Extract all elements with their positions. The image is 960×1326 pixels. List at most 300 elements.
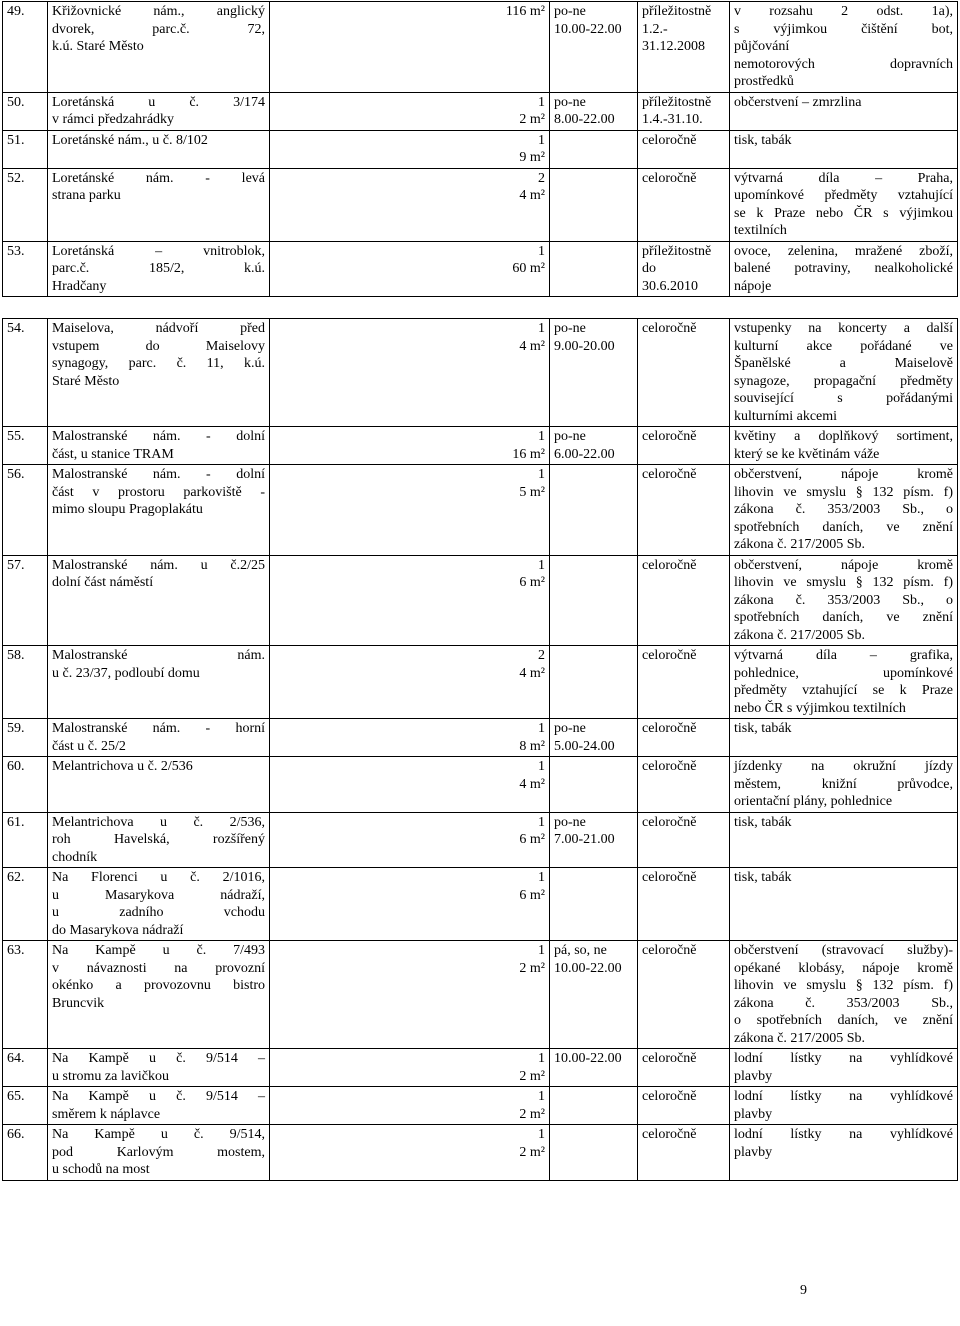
- goods-cell-line: zákona č. 353/2003 Sb.,: [734, 995, 953, 1011]
- stand-count-area-cell-line: 1: [538, 94, 545, 110]
- row-number: 54.: [3, 319, 48, 427]
- stand-count-area-cell: [270, 1049, 550, 1087]
- goods-cell-line: plavby: [734, 1106, 773, 1122]
- stand-count-area-cell-line: 1: [538, 132, 545, 148]
- location-cell-line: u Masarykova nádraží,: [52, 887, 265, 903]
- location-cell: [48, 241, 270, 297]
- location-cell-line: Staré Město: [52, 373, 120, 389]
- opening-hours-cell: [550, 757, 638, 813]
- goods-cell: [730, 1125, 958, 1181]
- location-cell-line: část v prostoru parkoviště -: [52, 484, 265, 500]
- opening-hours-cell-line: 10.00-22.00: [554, 1051, 622, 1066]
- location-cell-line: vstupem do Maiselovy: [52, 338, 265, 354]
- period-cell-line: příležitostně: [642, 243, 712, 259]
- opening-hours-cell: [550, 465, 638, 556]
- period-cell: [638, 92, 730, 130]
- opening-hours-cell: [550, 92, 638, 130]
- location-cell-line: mimo sloupu Pragoplakátu: [52, 502, 203, 517]
- location-cell-line: roh Havelská, rozšířený: [52, 832, 265, 847]
- goods-cell-line: nemotorových dopravních: [734, 56, 953, 72]
- period-cell-line: příležitostně: [642, 94, 712, 110]
- goods-cell: [730, 2, 958, 93]
- stand-count-area-cell-line: 2: [538, 170, 545, 186]
- goods-cell-line: spotřebních daních, ve znění: [734, 519, 953, 535]
- row-number: 50.: [3, 92, 48, 130]
- goods-cell-line: se k Praze nebo ČR s výjimkou: [734, 205, 953, 221]
- goods-cell: [730, 92, 958, 130]
- opening-hours-cell: [550, 241, 638, 297]
- location-cell-line: u schodů na most: [52, 1162, 150, 1177]
- period-cell: [638, 868, 730, 941]
- table-row: [3, 757, 958, 813]
- goods-cell-line: o spotřebních daních, ve znění: [734, 1013, 953, 1028]
- period-cell: [638, 465, 730, 556]
- table-body: [3, 2, 958, 297]
- goods-cell-line: plavby: [734, 1144, 773, 1160]
- stand-count-area-cell-line: 4 m²: [519, 338, 545, 354]
- table-row: [3, 427, 958, 465]
- location-cell-line: strana parku: [52, 188, 121, 203]
- location-cell: [48, 555, 270, 646]
- opening-hours-cell: [550, 868, 638, 941]
- goods-cell: [730, 812, 958, 868]
- stand-count-area-cell-line: 4 m²: [519, 776, 545, 792]
- opening-hours-cell: [550, 555, 638, 646]
- goods-cell-line: nápoje: [734, 278, 772, 294]
- period-cell: [638, 812, 730, 868]
- goods-cell: [730, 1049, 958, 1087]
- location-cell: [48, 719, 270, 757]
- location-cell: [48, 319, 270, 427]
- location-cell: [48, 1125, 270, 1181]
- stand-count-area-cell: [270, 130, 550, 168]
- period-cell-line: celoročně: [642, 321, 697, 336]
- opening-hours-cell-line: po-ne: [554, 814, 586, 830]
- period-cell: [638, 555, 730, 646]
- row-number: 63.: [3, 941, 48, 1049]
- period-cell-line: celoročně: [642, 648, 697, 663]
- goods-cell: [730, 241, 958, 297]
- goods-cell-line: textilních: [734, 223, 787, 238]
- opening-hours-cell-line: 8.00-22.00: [554, 112, 615, 127]
- goods-cell-line: zákona č. 217/2005 Sb.: [734, 627, 866, 643]
- goods-cell-line: opékané klobásy, nápoje kromě: [734, 960, 953, 976]
- opening-hours-cell: [550, 1087, 638, 1125]
- period-cell: [638, 757, 730, 813]
- row-number: 56.: [3, 465, 48, 556]
- goods-cell-line: zákona č. 217/2005 Sb.: [734, 1030, 866, 1046]
- stands-table-main: [2, 318, 958, 1181]
- table-row: [3, 555, 958, 646]
- opening-hours-cell-line: pá, so, ne: [554, 943, 607, 958]
- goods-cell-line: vstupenky na koncerty a další: [734, 321, 953, 336]
- period-cell: [638, 319, 730, 427]
- period-cell-line: celoročně: [642, 429, 697, 444]
- stand-count-area-cell: [270, 1087, 550, 1125]
- goods-cell-line: občerstvení – zmrzlina: [734, 94, 862, 110]
- table-row: [3, 646, 958, 719]
- location-cell-line: parc.č. 185/2, k.ú.: [52, 261, 265, 276]
- row-number: 51.: [3, 130, 48, 168]
- period-cell: [638, 168, 730, 241]
- stands-table-top: [2, 1, 958, 297]
- opening-hours-cell: [550, 319, 638, 427]
- location-cell-line: Na Kampě u č. 9/514 –: [52, 1051, 265, 1066]
- location-cell-line: část u č. 25/2: [52, 738, 126, 754]
- period-cell-line: do: [642, 261, 656, 276]
- location-cell-line: Malostranské nám. - dolní: [52, 429, 265, 444]
- goods-cell-line: lihovin ve smyslu § 132 písm. f): [734, 484, 953, 500]
- location-cell: [48, 1049, 270, 1087]
- stand-count-area-cell-line: 8 m²: [519, 738, 545, 754]
- period-cell-line: 30.6.2010: [642, 278, 698, 294]
- row-number: 59.: [3, 719, 48, 757]
- goods-cell-line: nebo ČR s výjimkou textilních: [734, 700, 906, 716]
- goods-cell: [730, 1087, 958, 1125]
- goods-cell-line: tisk, tabák: [734, 814, 792, 830]
- table-row: [3, 941, 958, 1049]
- period-cell: [638, 719, 730, 757]
- stand-count-area-cell: [270, 168, 550, 241]
- location-cell-line: synagogy, parc. č. 11, k.ú.: [52, 356, 265, 371]
- location-cell: [48, 757, 270, 813]
- opening-hours-cell: [550, 646, 638, 719]
- opening-hours-cell-line: 9.00-20.00: [554, 338, 615, 354]
- goods-cell-line: občerstvení, nápoje kromě: [734, 467, 953, 482]
- goods-cell-line: předměty vztahující se k Praze: [734, 683, 953, 698]
- stand-count-area-cell-line: 2 m²: [519, 112, 545, 127]
- opening-hours-cell-line: po-ne: [554, 94, 586, 110]
- goods-cell-line: balené potraviny, nealkoholické: [734, 261, 953, 276]
- location-cell-line: okénko a provozovnu bistro: [52, 978, 265, 993]
- opening-hours-cell: [550, 941, 638, 1049]
- goods-cell-line: tisk, tabák: [734, 870, 792, 885]
- period-cell: [638, 1049, 730, 1087]
- goods-cell-line: Španělské a Maiselově: [734, 356, 953, 371]
- location-cell-line: Loretánské nám., u č. 8/102: [52, 132, 208, 148]
- period-cell: [638, 941, 730, 1049]
- goods-cell-line: zákona č. 217/2005 Sb.: [734, 537, 866, 552]
- opening-hours-cell-line: 6.00-22.00: [554, 446, 615, 462]
- opening-hours-cell: [550, 1049, 638, 1087]
- goods-cell-line: půjčování: [734, 39, 790, 54]
- table-row: [3, 241, 958, 297]
- goods-cell-line: tisk, tabák: [734, 132, 792, 148]
- table-row: [3, 719, 958, 757]
- period-cell-line: celoročně: [642, 943, 697, 958]
- stand-count-area-cell-line: 6 m²: [519, 887, 545, 903]
- opening-hours-cell-line: 5.00-24.00: [554, 738, 615, 754]
- location-cell: [48, 1087, 270, 1125]
- goods-cell-line: tisk, tabák: [734, 721, 792, 736]
- location-cell-line: do Masarykova nádraží: [52, 922, 184, 938]
- row-number: 66.: [3, 1125, 48, 1181]
- goods-cell-line: spotřebních daních, ve znění: [734, 610, 953, 625]
- goods-cell-line: zákona č. 353/2003 Sb., o: [734, 502, 953, 517]
- goods-cell-line: květiny a doplňkový sortiment,: [734, 429, 953, 444]
- stand-count-area-cell-line: 2: [538, 648, 545, 663]
- location-cell: [48, 465, 270, 556]
- goods-cell-line: s výjimkou čištění bot,: [734, 21, 953, 37]
- period-cell-line: 1.2.-: [642, 21, 668, 37]
- stand-count-area-cell: [270, 427, 550, 465]
- opening-hours-cell-line: 10.00-22.00: [554, 21, 622, 37]
- opening-hours-cell: [550, 1125, 638, 1181]
- period-cell: [638, 1125, 730, 1181]
- location-cell-line: Loretánská – vnitroblok,: [52, 243, 265, 259]
- stand-count-area-cell: [270, 941, 550, 1049]
- location-cell-line: v návaznosti na provozní: [52, 960, 265, 976]
- stand-count-area-cell-line: 6 m²: [519, 832, 545, 847]
- row-number: 53.: [3, 241, 48, 297]
- location-cell-line: Maiselova, nádvoří před: [52, 321, 265, 336]
- opening-hours-cell-line: po-ne: [554, 321, 586, 336]
- goods-cell-line: výtvarná díla – Praha,: [734, 170, 953, 186]
- goods-cell: [730, 941, 958, 1049]
- table-row: [3, 168, 958, 241]
- stand-count-area-cell-line: 1: [538, 721, 545, 736]
- goods-cell: [730, 868, 958, 941]
- location-cell-line: u č. 23/37, podloubí domu: [52, 665, 200, 681]
- goods-cell-line: městem, knižní průvodce,: [734, 776, 953, 792]
- page-number: 9: [800, 1283, 807, 1298]
- location-cell-line: Melantrichova u č. 2/536,: [52, 814, 265, 830]
- stand-count-area-cell-line: 4 m²: [519, 665, 545, 681]
- location-cell-line: dolní část náměstí: [52, 575, 154, 590]
- goods-cell: [730, 130, 958, 168]
- location-cell: [48, 941, 270, 1049]
- stand-count-area-cell: [270, 555, 550, 646]
- stand-count-area-cell: [270, 646, 550, 719]
- row-number: 57.: [3, 555, 48, 646]
- location-cell-line: Loretánská u č. 3/174: [52, 94, 265, 110]
- stand-count-area-cell-line: 2 m²: [519, 1106, 545, 1122]
- row-number: 49.: [3, 2, 48, 93]
- period-cell-line: celoročně: [642, 814, 697, 830]
- stand-count-area-cell-line: 1: [538, 467, 545, 482]
- goods-cell-line: zákona č. 353/2003 Sb., o: [734, 592, 953, 608]
- stand-count-area-cell: [270, 241, 550, 297]
- goods-cell: [730, 427, 958, 465]
- period-cell: [638, 427, 730, 465]
- period-cell-line: příležitostně: [642, 4, 712, 19]
- goods-cell-line: kulturními akcemi: [734, 408, 838, 424]
- stand-count-area-cell-line: 16 m²: [512, 446, 545, 462]
- stand-count-area-cell: [270, 719, 550, 757]
- row-number: 55.: [3, 427, 48, 465]
- opening-hours-cell-line: po-ne: [554, 4, 586, 19]
- stand-count-area-cell: [270, 319, 550, 427]
- opening-hours-cell: [550, 812, 638, 868]
- table-row: [3, 812, 958, 868]
- row-number: 58.: [3, 646, 48, 719]
- period-cell-line: celoročně: [642, 870, 697, 885]
- goods-cell-line: synagoze, propagační předměty: [734, 373, 953, 389]
- location-cell: [48, 130, 270, 168]
- stand-count-area-cell-line: 1: [538, 870, 545, 885]
- location-cell-line: Bruncvik: [52, 995, 105, 1011]
- stand-count-area-cell-line: 4 m²: [519, 188, 545, 203]
- period-cell-line: 31.12.2008: [642, 39, 705, 54]
- goods-cell-line: lodní lístky na vyhlídkové: [734, 1089, 953, 1104]
- goods-cell-line: ovoce, zelenina, mražené zboží,: [734, 243, 953, 259]
- period-cell-line: celoročně: [642, 170, 697, 186]
- location-cell: [48, 812, 270, 868]
- location-cell-line: Loretánské nám. - levá: [52, 170, 265, 186]
- stand-count-area-cell-line: 1: [538, 943, 545, 958]
- stand-count-area-cell-line: 1: [538, 1089, 545, 1104]
- location-cell-line: Malostranské nám. - dolní: [52, 467, 265, 482]
- period-cell-line: celoročně: [642, 721, 697, 736]
- stand-count-area-cell: [270, 465, 550, 556]
- stand-count-area-cell-line: 5 m²: [519, 484, 545, 500]
- stand-count-area-cell-line: 1: [538, 321, 545, 336]
- stand-count-area-cell-line: 2 m²: [519, 1068, 545, 1084]
- period-cell-line: celoročně: [642, 1089, 697, 1104]
- goods-cell-line: orientační plány, pohlednice: [734, 794, 893, 809]
- table-row: [3, 130, 958, 168]
- opening-hours-cell-line: po-ne: [554, 429, 586, 444]
- stand-count-area-cell: [270, 812, 550, 868]
- goods-cell-line: pohlednice, upomínkové: [734, 665, 953, 681]
- goods-cell: [730, 168, 958, 241]
- goods-cell-line: kulturní akce pořádané ve: [734, 338, 953, 354]
- goods-cell: [730, 646, 958, 719]
- goods-cell-line: lodní lístky na vyhlídkové: [734, 1127, 953, 1142]
- location-cell-line: Hradčany: [52, 278, 107, 294]
- location-cell-line: část, u stanice TRAM: [52, 446, 174, 462]
- location-cell: [48, 427, 270, 465]
- stand-count-area-cell-line: 2 m²: [519, 960, 545, 976]
- location-cell-line: u stromu za lavičkou: [52, 1068, 170, 1084]
- location-cell: [48, 2, 270, 93]
- period-cell-line: 1.4.-31.10.: [642, 112, 703, 127]
- opening-hours-cell-line: 7.00-21.00: [554, 832, 615, 847]
- table-row: [3, 1049, 958, 1087]
- row-number: 61.: [3, 812, 48, 868]
- location-cell-line: směrem k náplavce: [52, 1106, 161, 1122]
- goods-cell: [730, 555, 958, 646]
- goods-cell-line: upomínkové předměty vztahující: [734, 188, 953, 203]
- location-cell-line: Melantrichova u č. 2/536: [52, 759, 193, 774]
- stand-count-area-cell: [270, 757, 550, 813]
- period-cell-line: celoročně: [642, 759, 697, 774]
- opening-hours-cell-line: 10.00-22.00: [554, 960, 622, 976]
- location-cell-line: dvorek, parc.č. 72,: [52, 21, 265, 37]
- location-cell: [48, 92, 270, 130]
- goods-cell-line: jízdenky na okružní jízdy: [734, 759, 953, 774]
- row-number: 62.: [3, 868, 48, 941]
- table-body: [3, 319, 958, 1181]
- location-cell-line: v rámci předzahrádky: [52, 112, 175, 127]
- location-cell-line: Malostranské nám.: [52, 648, 265, 663]
- stand-count-area-cell-line: 1: [538, 1051, 545, 1066]
- goods-cell-line: občerstvení (stravovací služby)-: [734, 943, 953, 958]
- location-cell-line: Malostranské nám. u č.2/25: [52, 557, 265, 573]
- location-cell-line: Na Kampě u č. 9/514,: [52, 1127, 265, 1142]
- location-cell-line: Křižovnické nám., anglický: [52, 4, 265, 19]
- table-row: [3, 92, 958, 130]
- goods-cell-line: prostředků: [734, 74, 794, 89]
- goods-cell: [730, 465, 958, 556]
- row-number: 60.: [3, 757, 48, 813]
- period-cell-line: celoročně: [642, 557, 697, 573]
- stand-count-area-cell: [270, 92, 550, 130]
- goods-cell-line: který se ke květinám váže: [734, 446, 880, 462]
- location-cell-line: pod Karlovým mostem,: [52, 1144, 265, 1160]
- stand-count-area-cell-line: 116 m²: [505, 4, 545, 19]
- opening-hours-cell-line: po-ne: [554, 721, 586, 736]
- stand-count-area-cell: [270, 868, 550, 941]
- goods-cell-line: občerstvení, nápoje kromě: [734, 557, 953, 573]
- period-cell: [638, 2, 730, 93]
- period-cell: [638, 1087, 730, 1125]
- goods-cell: [730, 719, 958, 757]
- stand-count-area-cell-line: 1: [538, 814, 545, 830]
- period-cell: [638, 130, 730, 168]
- goods-cell: [730, 319, 958, 427]
- period-cell-line: celoročně: [642, 467, 697, 482]
- period-cell: [638, 646, 730, 719]
- opening-hours-cell: [550, 168, 638, 241]
- opening-hours-cell: [550, 719, 638, 757]
- goods-cell-line: plavby: [734, 1068, 773, 1084]
- table-row: [3, 465, 958, 556]
- stand-count-area-cell-line: 1: [538, 243, 545, 259]
- table-row: [3, 2, 958, 93]
- stand-count-area-cell-line: 1: [538, 429, 545, 444]
- location-cell-line: u zadního vchodu: [52, 905, 265, 920]
- stand-count-area-cell-line: 9 m²: [519, 150, 545, 165]
- location-cell: [48, 168, 270, 241]
- stand-count-area-cell: [270, 2, 550, 93]
- table-row: [3, 1125, 958, 1181]
- opening-hours-cell: [550, 130, 638, 168]
- period-cell-line: celoročně: [642, 1051, 697, 1066]
- stand-count-area-cell-line: 1: [538, 759, 545, 774]
- location-cell-line: Malostranské nám. - horní: [52, 721, 265, 736]
- stand-count-area-cell-line: 1: [538, 1127, 545, 1142]
- table-row: [3, 1087, 958, 1125]
- stand-count-area-cell-line: 6 m²: [519, 575, 545, 590]
- period-cell: [638, 241, 730, 297]
- location-cell: [48, 868, 270, 941]
- location-cell-line: Na Kampě u č. 7/493: [52, 943, 265, 958]
- goods-cell-line: v rozsahu 2 odst. 1a),: [734, 4, 953, 19]
- goods-cell-line: výtvarná díla – grafika,: [734, 648, 953, 663]
- goods-cell-line: lihovin ve smyslu § 132 písm. f): [734, 575, 953, 590]
- location-cell-line: chodník: [52, 849, 98, 865]
- location-cell-line: Na Kampě u č. 9/514 –: [52, 1089, 265, 1104]
- row-number: 52.: [3, 168, 48, 241]
- goods-cell-line: související s pořádanými: [734, 391, 953, 406]
- stand-count-area-cell: [270, 1125, 550, 1181]
- opening-hours-cell: [550, 427, 638, 465]
- row-number: 65.: [3, 1087, 48, 1125]
- table-row: [3, 319, 958, 427]
- row-number: 64.: [3, 1049, 48, 1087]
- stand-count-area-cell-line: 1: [538, 557, 545, 573]
- stand-count-area-cell-line: 60 m²: [512, 261, 545, 276]
- location-cell: [48, 646, 270, 719]
- period-cell-line: celoročně: [642, 132, 697, 148]
- goods-cell: [730, 757, 958, 813]
- location-cell-line: Na Florenci u č. 2/1016,: [52, 870, 265, 885]
- goods-cell-line: lodní lístky na vyhlídkové: [734, 1051, 953, 1066]
- period-cell-line: celoročně: [642, 1127, 697, 1142]
- table-row: [3, 868, 958, 941]
- opening-hours-cell: [550, 2, 638, 93]
